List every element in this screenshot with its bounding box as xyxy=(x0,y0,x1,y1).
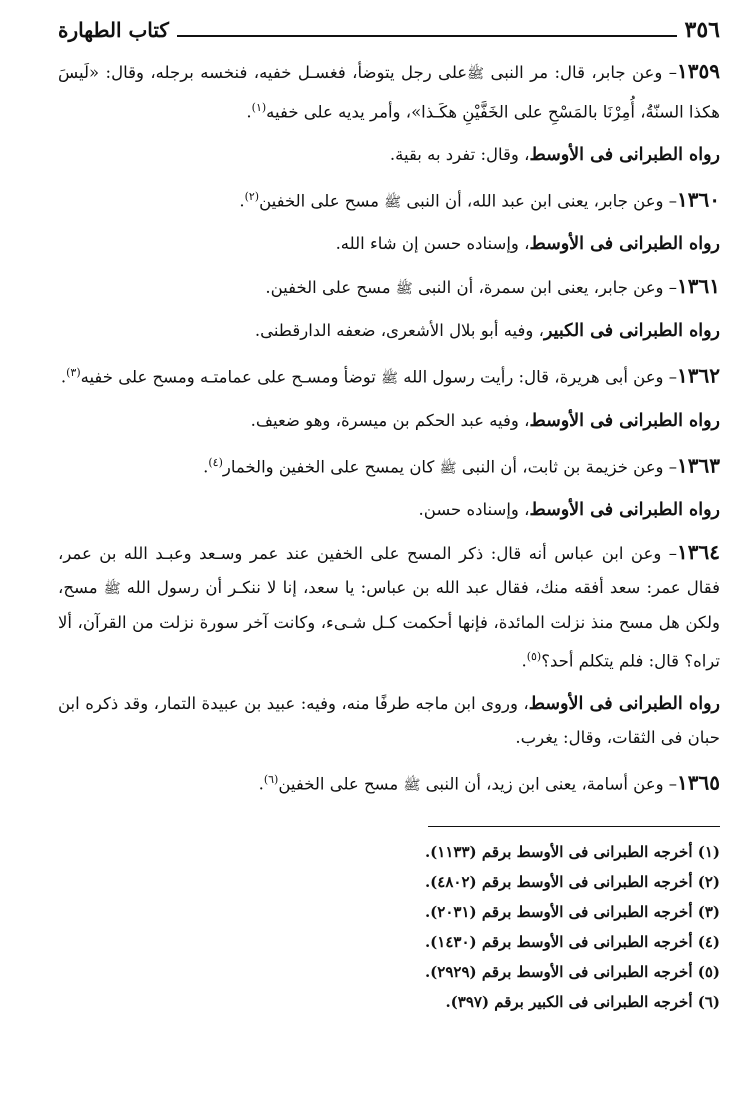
hadith-text-cont: مسح على الخفين xyxy=(259,191,385,210)
hadith-text-cont: على رجل يتوضأ، فغسـل خفيه، فنخسه برجله، وقال: «لَيسَ هكذا السنّةُ، أُمِرْنَا بالمَسْحِ على الخَفَّيْنِ هكَـذا»، وأمر يديه على خفيه xyxy=(58,63,720,122)
hadith-text: – وعن جابر، يعنى ابن سمرة، أن النبى xyxy=(412,278,678,297)
hadith-entry xyxy=(58,54,720,130)
hadith-entry xyxy=(58,763,720,803)
hadith-number: ١٣٦٠ xyxy=(677,187,720,211)
salutation-glyph: ﷺ xyxy=(395,281,413,297)
sentence-end: . xyxy=(239,191,245,210)
salutation-glyph: ﷺ xyxy=(403,777,421,793)
book-page xyxy=(58,10,720,1017)
grading-text: ، وإسناده حسن. xyxy=(418,500,530,519)
footnote-line: (١) أخرجه الطبرانى فى الأوسط برقم (١١٣٣). xyxy=(424,843,720,861)
footnote-ref: (٣) xyxy=(66,366,81,379)
grading-note xyxy=(58,404,720,438)
grading-note xyxy=(58,138,720,172)
footnotes xyxy=(58,837,720,1017)
hadith-text-cont: مسح، ولكن هل مسح منذ نزلت المائدة، فإنها أحكمت كـل شـىء، وكانت آخر سورة نزلت من القرآن، ألا تراه؟ قال: فلم يتكلم أحد؟ xyxy=(58,578,720,671)
hadith-text-cont: كان يمسح على الخفين والخمار xyxy=(222,457,440,476)
grading-text: ، وفيه أبو بلال الأشعرى، ضعفه الدارقطنى. xyxy=(254,321,544,340)
hadith-entry xyxy=(58,535,720,679)
footnote-divider xyxy=(428,826,720,827)
grading-text: ، وروى ابن ماجه طرفًا منه، وفيه: عبيد بن عبيدة التمار، وقد ذكره ابن حبان فى الثقات، وقال: يغرب. xyxy=(58,693,720,747)
hadith-number: ١٣٦٥ xyxy=(677,770,720,794)
sentence-end: . xyxy=(246,102,252,122)
sentence-end: . xyxy=(203,457,209,476)
hadith-text: – وعن جابر، قال: مر النبى xyxy=(484,63,678,82)
page-number: ٣٥٦ xyxy=(684,17,720,43)
grading-note xyxy=(58,687,720,755)
hadith-entry xyxy=(58,269,720,306)
hadith-text-cont: مسح على الخفين. xyxy=(265,278,396,297)
footnote-line: (٢) أخرجه الطبرانى فى الأوسط برقم (٤٨٠٢). xyxy=(424,873,720,891)
hadith-number: ١٣٦٢ xyxy=(677,363,720,388)
book-title: كتاب الطهارة xyxy=(58,18,169,42)
footnote-line: (٦) أخرجه الطبرانى فى الكبير برقم (٣٩٧). xyxy=(445,993,720,1011)
hadith-entry xyxy=(58,180,720,220)
grading-text: ، وفيه عبد الحكم بن ميسرة، وهو ضعيف. xyxy=(250,410,530,430)
footnote-ref: (٥) xyxy=(526,650,542,663)
hadith-entry xyxy=(58,356,720,396)
sentence-end: . xyxy=(521,651,527,671)
hadith-text: – وعن أبى هريرة، قال: رأيت رسول الله xyxy=(398,367,678,387)
source-citation: رواه الطبرانى فى الأوسط xyxy=(529,234,720,254)
grading-text: ، وقال: تفرد به بقية. xyxy=(389,144,530,164)
source-citation: رواه الطبرانى فى الأوسط xyxy=(529,500,720,520)
source-citation: رواه الطبرانى فى الكبير xyxy=(543,321,720,341)
header-rule xyxy=(177,23,677,37)
grading-note xyxy=(58,314,720,348)
salutation-glyph: ﷺ xyxy=(103,581,121,597)
hadith-number: ١٣٦٣ xyxy=(677,453,720,477)
hadith-text-cont: توضأ ومسـح على عمامتـه ومسح على خفيه xyxy=(80,367,382,387)
hadith-text: – وعن جابر، يعنى ابن عبد الله، أن النبى xyxy=(401,191,678,210)
source-citation: رواه الطبرانى فى الأوسط xyxy=(529,410,720,431)
footnote-line: (٥) أخرجه الطبرانى فى الأوسط برقم (٢٩٢٩). xyxy=(424,963,720,981)
hadith-entry xyxy=(58,446,720,486)
grading-note xyxy=(58,493,720,527)
hadith-text: – وعن أسامة، يعنى ابن زيد، أن النبى xyxy=(420,774,678,793)
grading-text: ، وإسناده حسن إن شاء الله. xyxy=(335,234,530,253)
grading-note xyxy=(58,227,720,261)
footnote-ref: (١) xyxy=(251,101,267,114)
footnote-ref: (٢) xyxy=(244,189,260,203)
hadith-text-cont: مسح على الخفين xyxy=(278,774,404,793)
hadith-number: ١٣٥٩ xyxy=(677,59,720,83)
source-citation: رواه الطبرانى فى الأوسط xyxy=(528,693,720,714)
page-body xyxy=(58,54,720,802)
page-header xyxy=(58,10,720,50)
salutation-glyph: ﷺ xyxy=(381,370,398,387)
footnote-ref: (٦) xyxy=(263,772,279,786)
hadith-number: ١٣٦٤ xyxy=(677,540,720,564)
footnote-line: (٣) أخرجه الطبرانى فى الأوسط برقم (٢٠٣١). xyxy=(424,903,720,921)
footnote-line: (٤) أخرجه الطبرانى فى الأوسط برقم (١٤٣٠). xyxy=(424,933,720,951)
sentence-end: . xyxy=(258,774,264,793)
footnote-ref: (٤) xyxy=(208,455,223,469)
salutation-glyph: ﷺ xyxy=(384,194,402,210)
salutation-glyph: ﷺ xyxy=(467,66,485,82)
hadith-text: – وعن خزيمة بن ثابت، أن النبى xyxy=(456,457,678,476)
hadith-number: ١٣٦١ xyxy=(677,274,720,298)
hadith-text: – وعن ابن عباس أنه قال: ذكر المسح على الخفين عند عمر وسـعد وعبـد الله بن عمر، فقال عمر: سعد أفقه منك، فقال عبد الله بن عباس: يا سعد، إنا لا ننكـر أن رسول الله xyxy=(58,544,720,597)
salutation-glyph: ﷺ xyxy=(439,460,457,476)
sentence-end: . xyxy=(60,367,67,387)
source-citation: رواه الطبرانى فى الأوسط xyxy=(529,144,720,165)
